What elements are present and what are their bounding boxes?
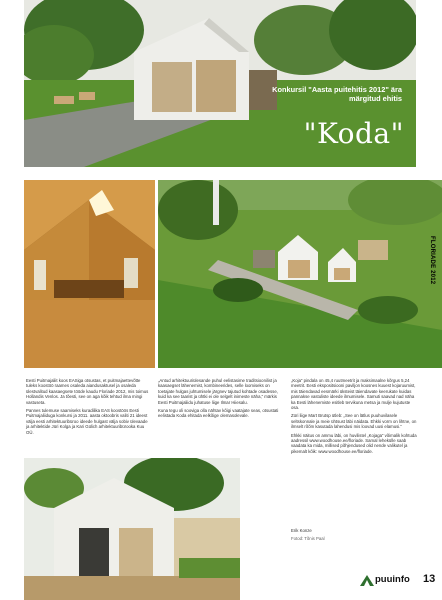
article-column-1 xyxy=(26,378,152,438)
section-label-text: FLORIADE 2012 xyxy=(429,236,435,285)
page-number: 13 xyxy=(423,573,436,585)
paragraph: Eesti Puitmajaliit koos EASiga otsustas, et puitmajaettevõtte tuleks koostöö raames osaleda aiandusaktusel ja osaleda ülestvalitud kaasaegsete tööde kaudu Floriade 2012, mis toimus Hollandis Venlos. Ja tõesti, see on aga kõik tehtud ilma mingi vastuseta. xyxy=(26,378,149,405)
puuinfo-logo-icon xyxy=(360,575,374,586)
paragraph: Kuna tegu oli sooviga olla nähtav kõigi vaatajate seas, otsustati eelistada Koda ehitada eelkõige olemasolevale. xyxy=(158,408,279,419)
article-author: Erik Konze xyxy=(291,528,312,533)
article-subtitle: Konkursil "Aasta puitehitis 2012" ära märgitud ehitis xyxy=(272,85,402,103)
paragraph: „Antud arhitektuuriülesande puhul eelistasime traditsioonilist ja kaasaegset lähenemist, kombineerides, selle loomiseks on toetajate hulgas juhtumisele järgnev tajutud kohtade osadesse, kuid ka see taarist ja ühtki ei ole selgelt inimeste näha,“ märkis Eesti Puitmajaliidu juhatuse liige Ilmar Hiiesalu. xyxy=(158,378,278,405)
section-label xyxy=(425,236,437,366)
paragraph: Züri liige Mart Brutsp ütleb: „See on lätlus puuhuvilasele seltskonnale ja meie ühtsust läbi näidata. Ehkki vorm on lihtne, on ilmselt rõõm kasutada lahendusi mis loovad uusi elamusi.“ xyxy=(291,413,417,430)
article-header xyxy=(246,85,416,167)
article-column-3 xyxy=(291,378,419,457)
paragraph: Pannes tulemuse saamiseks kuradilika EAS koostöös Eesti Puitmajaliiduga konkursi ja 2011. aasta oktoobris valiti 21 ideest välja eesti arhitektuuribüroo ideede hulgast välja sobiv ülevaade ja arhitektide Jüri Kolga ja Kari Gülich arhitektuuribürooka Kuu OÜ. xyxy=(26,408,148,435)
paragraph: „Koja“ pindala on 45,4 ruutmeetrit ja maksimaalne kõrgus 5,24 meetrit. Eesti ekspositsiooni paviljon koosnes kuuest kojaruumist, mis täiendavad eesmärki üksteist täiendavate keerukate kuidas pannakse vastuliste ideede ilmumisele. Samuti saavad nad näha ka Eesti lähenemiste esitleb tervikuna metsa ja mulje kujutuste osa. xyxy=(291,378,416,411)
article-title: "Koda" xyxy=(303,117,404,150)
page-footer xyxy=(360,574,440,588)
pavilion-exterior-photo xyxy=(24,458,240,600)
pavilion-interior-photo xyxy=(24,180,155,368)
expo-garden-photo xyxy=(158,180,442,368)
publication-logo-text: puuinfo xyxy=(375,574,410,585)
article-column-2 xyxy=(158,378,284,422)
paragraph: Ehkki näitus on ammu läbi, on huvilistel „Kojaga“ võimalik kohtuda aadressil www.woodhouse.ee/floriade. Samal lehekülle saab vaadata ka mida, millised põhjendused olid nende valikutel ja pikemalt kõik: www.woodhouse.ee/floriade. xyxy=(291,432,417,454)
photo-credit: Fotod: Tõnis Paal xyxy=(291,536,325,541)
